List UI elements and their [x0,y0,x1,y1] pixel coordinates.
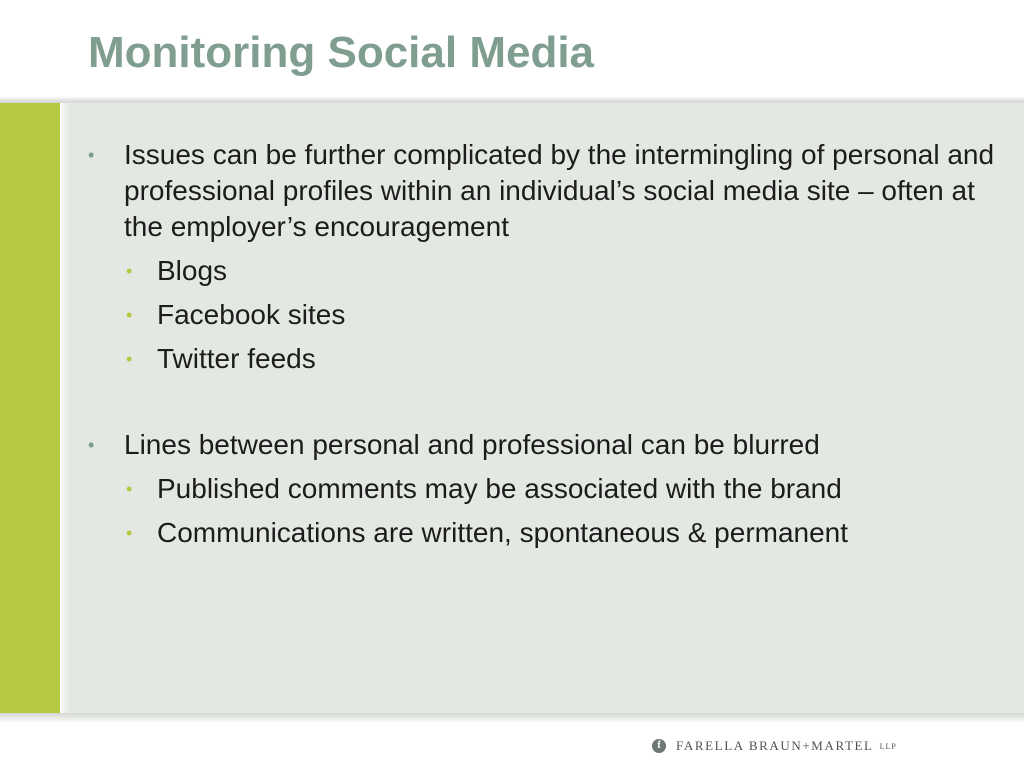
sub-bullet-item [124,471,1008,507]
bullet-item [88,427,1008,551]
bullet-spacer [88,377,1008,427]
bullet-list [88,137,1008,551]
sub-bullet-text: Published comments may be associated with the brand [157,473,842,504]
bullet-dot-icon: • [88,145,95,165]
sub-bullet-item [124,341,1008,377]
slide-title: Monitoring Social Media [88,28,595,77]
firm-name: FARELLA BRAUN+MARTEL [676,738,874,753]
sub-bullet-item [124,515,1008,551]
sub-bullet-dot-icon: • [126,349,133,369]
bullet-item [88,137,1008,377]
firm-logo-icon: f [652,739,666,753]
bottom-divider-shadow [0,713,1024,723]
sub-bullet-text: Facebook sites [157,299,346,330]
accent-bar [0,103,60,715]
bullet-text: Issues can be further complicated by the intermingling of personal and professional profiles within an individual’s social media site – often at the employer’s encouragement [124,139,995,242]
sub-bullet-dot-icon: • [126,261,133,281]
sub-bullet-text: Twitter feeds [157,343,316,374]
sub-bullet-dot-icon: • [126,479,133,499]
sub-bullet-dot-icon: • [126,523,133,543]
sub-bullet-text: Blogs [157,255,228,286]
sub-bullet-text: Communications are written, spontaneous & permanent [157,517,849,548]
sub-bullet-dot-icon: • [126,305,133,325]
sub-bullet-item [124,297,1008,333]
firm-suffix: LLP [879,741,897,751]
accent-bar-edge [60,103,70,715]
bullet-dot-icon: • [88,435,95,455]
bullet-text: Lines between personal and professional can be blurred [124,429,820,460]
sub-bullet-item [124,253,1008,289]
firm-logo [652,736,897,756]
